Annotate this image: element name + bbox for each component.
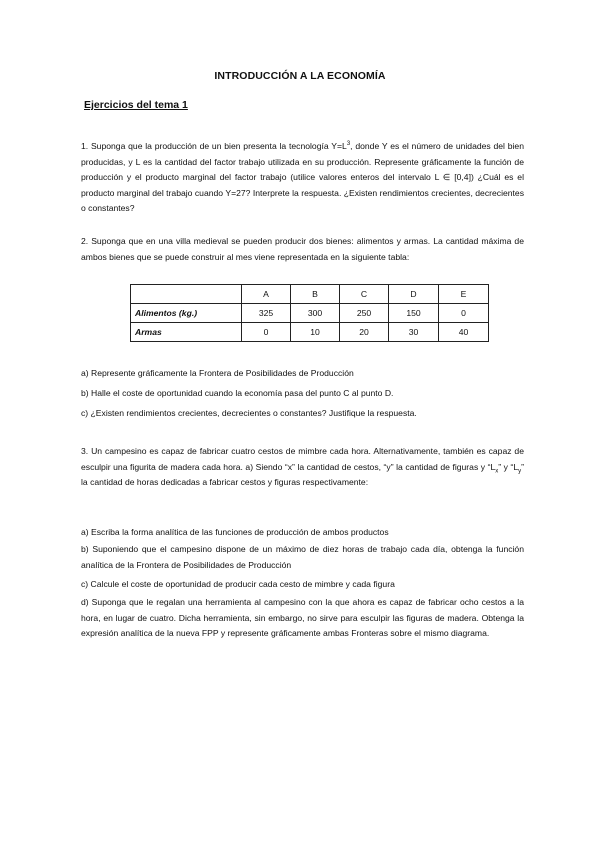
table-header-cell: C — [340, 285, 389, 304]
exercise-3-question-a: a) Escriba la forma analítica de las funciones de producción de ambos productos — [81, 527, 389, 537]
table-row — [131, 323, 489, 342]
table-header-row — [131, 285, 489, 304]
table-cell: 250 — [340, 304, 389, 323]
subscript-x: x — [495, 468, 499, 475]
exercise-3-question-d: d) Suponga que le regalan una herramienta al campesino con la que ahora es capaz de fabricar ocho cestos a la hora, en lugar de cuatro. Dicha herramienta, sin embargo, no sirve para esculpir las figuras de madera. Obtenga la expresión analítica de la nueva FPP y represente gráficamente ambas Fronteras sobre el mismo diagrama. — [81, 597, 524, 638]
exercise-3-question-c: c) Calcule el coste de oportunidad de producir cada cesto de mimbre y cada figura — [81, 579, 395, 589]
table-row — [131, 304, 489, 323]
table-header-cell: E — [439, 285, 489, 304]
table-header-cell: B — [291, 285, 340, 304]
exercise-2-intro: 2. Suponga que en una villa medieval se pueden producir dos bienes: alimentos y armas. La cantidad máxima de ambos bienes que se puede construir al mes viene representada en la siguiente tabla: — [81, 236, 524, 262]
exponent: 3 — [346, 141, 351, 148]
table-cell: 150 — [389, 304, 439, 323]
table-header-cell: D — [389, 285, 439, 304]
exercise-2-question-b: b) Halle el coste de oportunidad cuando la economía pasa del punto C al punto D. — [81, 388, 394, 398]
table-cell: 325 — [242, 304, 291, 323]
table-header-cell: A — [242, 285, 291, 304]
table-cell: 0 — [439, 304, 489, 323]
table-row-label: Armas — [131, 323, 242, 342]
exercise-3-intro: 3. Un campesino es capaz de fabricar cuatro cestos de mimbre cada hora. Alternativamente, también es capaz de esculpir una figurita de madera cada hora. a) Siendo “x” la cantidad de cestos, “y” la cantidad de figuras y “$L_x$” y “$L_y$” la cantidad de horas dedicadas a fabricar cestos y figuras respectivamente: — [81, 446, 524, 487]
page-title: INTRODUCCIÓN A LA ECONOMÍA — [214, 70, 386, 82]
exercise-2-question-a: a) Represente gráficamente la Frontera de Posibilidades de Producción — [81, 368, 354, 378]
table-cell: 10 — [291, 323, 340, 342]
subscript-y: y — [518, 468, 522, 475]
exercise-3-question-b: b) Suponiendo que el campesino dispone de un máximo de diez horas de trabajo cada día, obtenga la función analítica de la Frontera de Posibilidades de Producción — [81, 544, 524, 570]
table-cell: 300 — [291, 304, 340, 323]
exercise-2-question-c: c) ¿Existen rendimientos crecientes, decrecientes o constantes? Justifique la respuesta. — [81, 408, 417, 418]
table-corner-cell — [131, 285, 242, 304]
table-row-label: Alimentos (kg.) — [131, 304, 242, 323]
exercise-1-text: 1. Suponga que la producción de un bien presenta la tecnología $Y=L^3$, donde Y es el número de unidades del bien producidas, y L es la cantidad del factor trabajo utilizada en su producción. Represente gráficamente la función de producción y el producto marginal del factor trabajo (utilice valores enteros del intervalo L ∈ [0,4]) ¿Cuál es el producto marginal del trabajo cuando Y=27? Interprete la respuesta. ¿Existen rendimientos crecientes, decrecientes o constantes? — [81, 141, 524, 213]
table-cell: 0 — [242, 323, 291, 342]
production-possibilities-table — [130, 284, 489, 342]
table-cell: 30 — [389, 323, 439, 342]
section-subtitle: Ejercicios del tema 1 — [84, 99, 188, 111]
table-cell: 40 — [439, 323, 489, 342]
table-cell: 20 — [340, 323, 389, 342]
